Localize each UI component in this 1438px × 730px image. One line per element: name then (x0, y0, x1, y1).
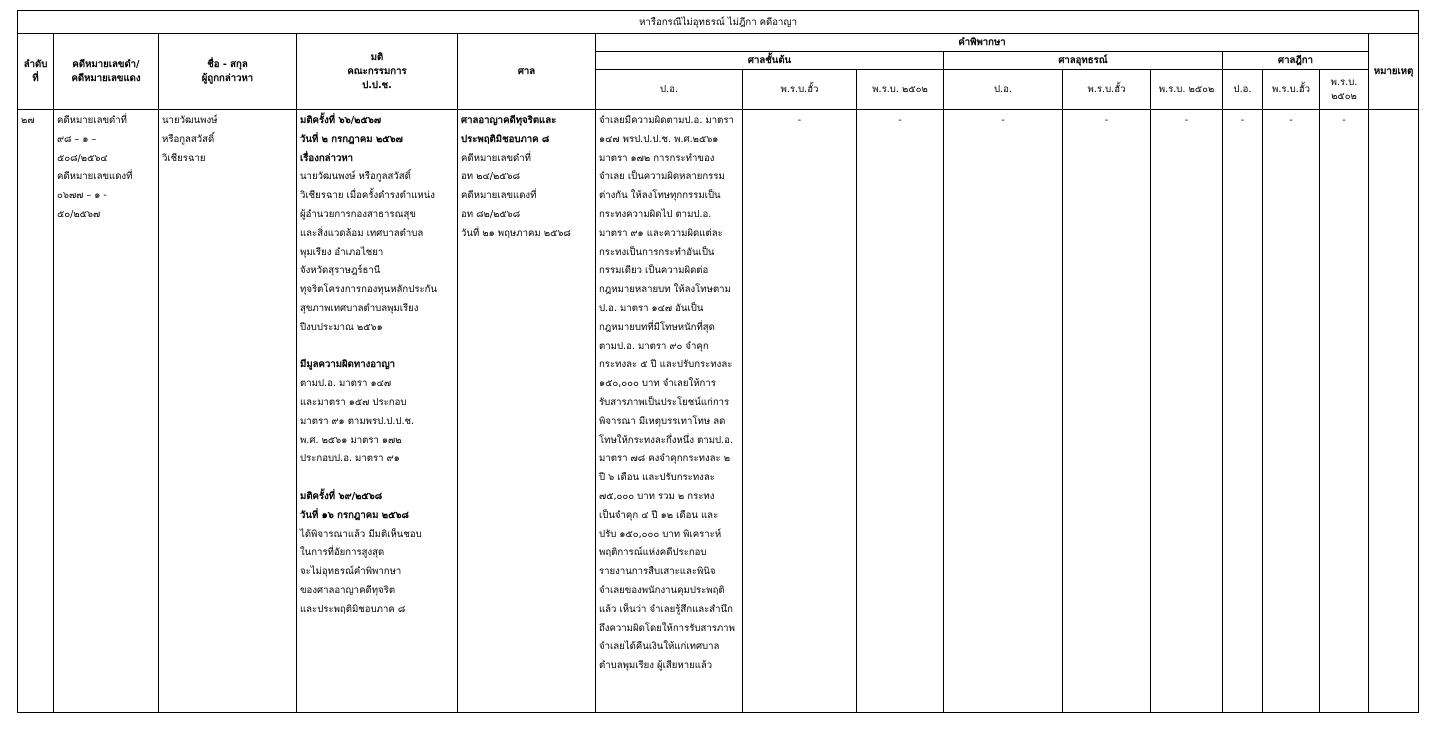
resolution-line: มติครั้งที่ ๖๙/๒๕๖๘ (300, 490, 383, 502)
judgment-line: ๗๕,๐๐๐ บาท รวม ๒ กระทง (599, 490, 715, 502)
header-appeal-court: ศาลอุทธรณ์ (944, 52, 1223, 70)
resolution-line: วันที่ ๒ กรกฎาคม ๒๕๖๗ (300, 133, 403, 145)
judgment-line: พฤติการณ์แห่งคดีประกอบ (599, 547, 707, 559)
resolution-line: ของศาลอาญาคดีทุจริต (300, 584, 396, 596)
court-line: อท ๘๒/๒๕๖๘ (461, 208, 521, 220)
judgment-line: จำเลยมีความผิดตามป.อ. มาตรา (599, 115, 734, 126)
judgment-line: กระทงเป็นการกระทำอันเป็น (599, 246, 715, 258)
resolution-line: ได้พิจารณาแล้ว มีมติเห็นชอบ (300, 528, 422, 540)
judgment-line: กรรมเดียว เป็นความผิดต่อ (599, 265, 709, 277)
judgment-line: มาตรา ๗๘ คงจำคุกกระทงละ ๒ (599, 453, 731, 465)
judgment-line: กฎหมายหลายบท ให้ลงโทษตาม (599, 284, 731, 296)
header-resolution: มติ คณะกรรมการ ป.ป.ช. (297, 34, 458, 110)
judgment-line: กระทงความผิดไป ตามป.อ. (599, 208, 712, 220)
cell-appeal-pbu: - (1063, 110, 1151, 713)
resolution-line (300, 469, 454, 488)
header-appeal-pbu: พ.ร.บ.ฮั้ว (1063, 70, 1151, 110)
court-line: ศาลอาญาคดีทุจริตและ (461, 115, 557, 126)
cell-resolution (297, 110, 458, 713)
header-first-po: ป.อ. (596, 70, 743, 110)
judgment-line: ๑๔๗ พรป.ป.ป.ช. พ.ศ.๒๕๖๑ (599, 133, 719, 145)
header-appeal-po: ป.อ. (944, 70, 1063, 110)
resolution-line: เรื่องกล่าวหา (300, 152, 354, 164)
resolution-line: ตามป.อ. มาตรา ๑๔๗ (300, 378, 392, 390)
resolution-line: และสิ่งแวดล้อม เทศบาลตำบล (300, 227, 424, 239)
header-appeal-2502: พ.ร.บ. ๒๕๐๒ (1151, 70, 1223, 110)
judgment-line: กฎหมายบทที่มีโทษหนักที่สุด (599, 321, 715, 333)
cell-first-2502: - (857, 110, 944, 713)
cell-first-po (596, 110, 743, 713)
header-case-no: คดีหมายเลขดำ/ คดีหมายเลขแดง (54, 34, 159, 110)
judgment-line: จำเลยได้คืนเงินให้แก่เทศบาล (599, 641, 720, 653)
table-title: หารือกรณีไม่อุทธรณ์ ไม่ฎีกา คดีอาญา (18, 11, 1419, 34)
header-seq: ลำดับ ที่ (18, 34, 54, 110)
court-line: คดีหมายเลขดำที่ (461, 152, 531, 164)
cell-seq: ๒๗ (18, 110, 54, 713)
resolution-line: ทุจริตโครงการกองทุนหลักประกัน (300, 284, 437, 296)
judgment-line: จำเลย เป็นความผิดหลายกรรม (599, 171, 725, 183)
resolution-line: สุขภาพเทศบาลตำบลพุมเรียง (300, 302, 419, 314)
court-line: คดีหมายเลขแดงที่ (461, 190, 537, 202)
resolution-line: จังหวัดสุราษฎร์ธานี (300, 265, 381, 277)
judgment-line: แล้ว เห็นว่า จำเลยรู้สึกและสำนึก (599, 603, 733, 615)
judgment-line: กระทงละ ๕ ปี และปรับกระทงละ (599, 359, 733, 371)
header-first-pbu: พ.ร.บ.ฮั้ว (743, 70, 857, 110)
header-accused: ชื่อ - สกุล ผู้ถูกกล่าวหา (159, 34, 297, 110)
resolution-line: ปีงบประมาณ ๒๕๖๑ (300, 321, 383, 333)
resolution-line: นายวัฒนพงษ์ หรือกูลสวัสดิ์ (300, 171, 411, 183)
judgment-line: รายงานการสืบเสาะและพินิจ (599, 566, 716, 578)
court-line: อท ๒๔/๒๕๖๘ (461, 171, 521, 183)
resolution-line: และมาตรา ๑๕๗ ประกอบ (300, 396, 407, 408)
resolution-line: มาตรา ๙๑ ตามพรป.ป.ป.ช. (300, 415, 415, 427)
header-first-court: ศาลชั้นต้น (596, 52, 944, 70)
resolution-line: มีมูลความผิดทางอาญา (300, 359, 396, 371)
cell-case-no: คดีหมายเลขดำที่ ๙๘ – ๑ – ๕๐๘/๒๕๖๔ คดีหมายเลขแดงที่ ๐๖๗๗ – ๑ - ๕๐/๒๕๖๗ (54, 110, 159, 713)
judgment-line: มาตรา ๑๗๒ การกระทำของ (599, 152, 715, 164)
resolution-line: จะไม่อุทธรณ์คำพิพากษา (300, 566, 402, 578)
judgment-line: โทษให้กระทงละกึ่งหนึ่ง ตามป.อ. (599, 434, 733, 446)
cell-appeal-2502: - (1151, 110, 1223, 713)
cell-court (458, 110, 596, 713)
resolution-line: ในการที่อัยการสูงสุด (300, 547, 385, 559)
cell-appeal-po: - (944, 110, 1063, 713)
judgment-line: ตามป.อ. มาตรา ๙๐ จำคุก (599, 340, 709, 352)
resolution-line: ผู้อำนวยการกองสาธารณสุข (300, 208, 416, 220)
header-court: ศาล (458, 34, 596, 110)
judgment-line: ถึงความผิดโดยให้การรับสารภาพ (599, 622, 735, 634)
judgment-line: รับสารภาพเป็นประโยชน์แก่การ (599, 396, 730, 408)
resolution-line: มติครั้งที่ ๖๖/๒๕๖๗ (300, 115, 382, 126)
cell-accused: นายวัฒนพงษ์ หรือกูลสวัสดิ์ วิเชียรฉาย (159, 110, 297, 713)
header-judgment: คำพิพากษา (596, 34, 1369, 52)
judgment-line: เป็นจำคุก ๔ ปี ๑๒ เดือน และ (599, 509, 719, 521)
case-table (17, 10, 1419, 713)
header-supreme-court: ศาลฎีกา (1223, 52, 1369, 70)
resolution-line: วันที่ ๑๖ กรกฎาคม ๒๕๖๘ (300, 509, 409, 521)
resolution-line: และประพฤติมิชอบภาค ๘ (300, 603, 406, 615)
table-row (18, 110, 1419, 713)
header-supreme-po: ป.อ. (1223, 70, 1263, 110)
judgment-line: ต่างกัน ให้ลงโทษทุกกรรมเป็น (599, 190, 721, 202)
cell-supreme-2502: - (1320, 110, 1369, 713)
cell-supreme-po: - (1223, 110, 1263, 713)
judgment-line: ๑๕๐,๐๐๐ บาท จำเลยให้การ (599, 378, 716, 390)
resolution-line: พ.ศ. ๒๕๖๑ มาตรา ๑๗๒ (300, 434, 402, 446)
court-line: วันที่ ๒๑ พฤษภาคม ๒๕๖๘ (461, 227, 571, 239)
resolution-line: พุมเรียง อำเภอไชยา (300, 246, 384, 258)
header-supreme-2502: พ.ร.บ. ๒๕๐๒ (1320, 70, 1369, 110)
court-line: ประพฤติมิชอบภาค ๘ (461, 133, 550, 145)
resolution-line: ประกอบป.อ. มาตรา ๙๑ (300, 453, 400, 465)
judgment-line: ปรับ ๑๕๐,๐๐๐ บาท พิเคราะห์ (599, 528, 722, 540)
resolution-line (300, 338, 454, 357)
judgment-line: พิจารณา มีเหตุบรรเทาโทษ ลด (599, 415, 726, 427)
resolution-line: วิเชียรฉาย เมื่อครั้งดำรงตำแหน่ง (300, 190, 435, 202)
judgment-line: ป.อ. มาตรา ๑๔๗ อันเป็น (599, 302, 704, 314)
header-supreme-pbu: พ.ร.บ.ฮั้ว (1263, 70, 1320, 110)
judgment-line: จำเลยของพนักงานคุมประพฤติ (599, 584, 725, 596)
header-first-2502: พ.ร.บ. ๒๕๐๒ (857, 70, 944, 110)
cell-supreme-pbu: - (1263, 110, 1320, 713)
judgment-line: มาตรา ๙๑ และความผิดแต่ละ (599, 227, 723, 239)
cell-remark (1369, 110, 1419, 713)
judgment-line: ปี ๖ เดือน และปรับกระทงละ (599, 472, 715, 484)
header-remark: หมายเหตุ (1369, 34, 1419, 110)
cell-first-pbu: - (743, 110, 857, 713)
judgment-line: ตำบลพุมเรียง ผู้เสียหายแล้ว (599, 660, 713, 672)
